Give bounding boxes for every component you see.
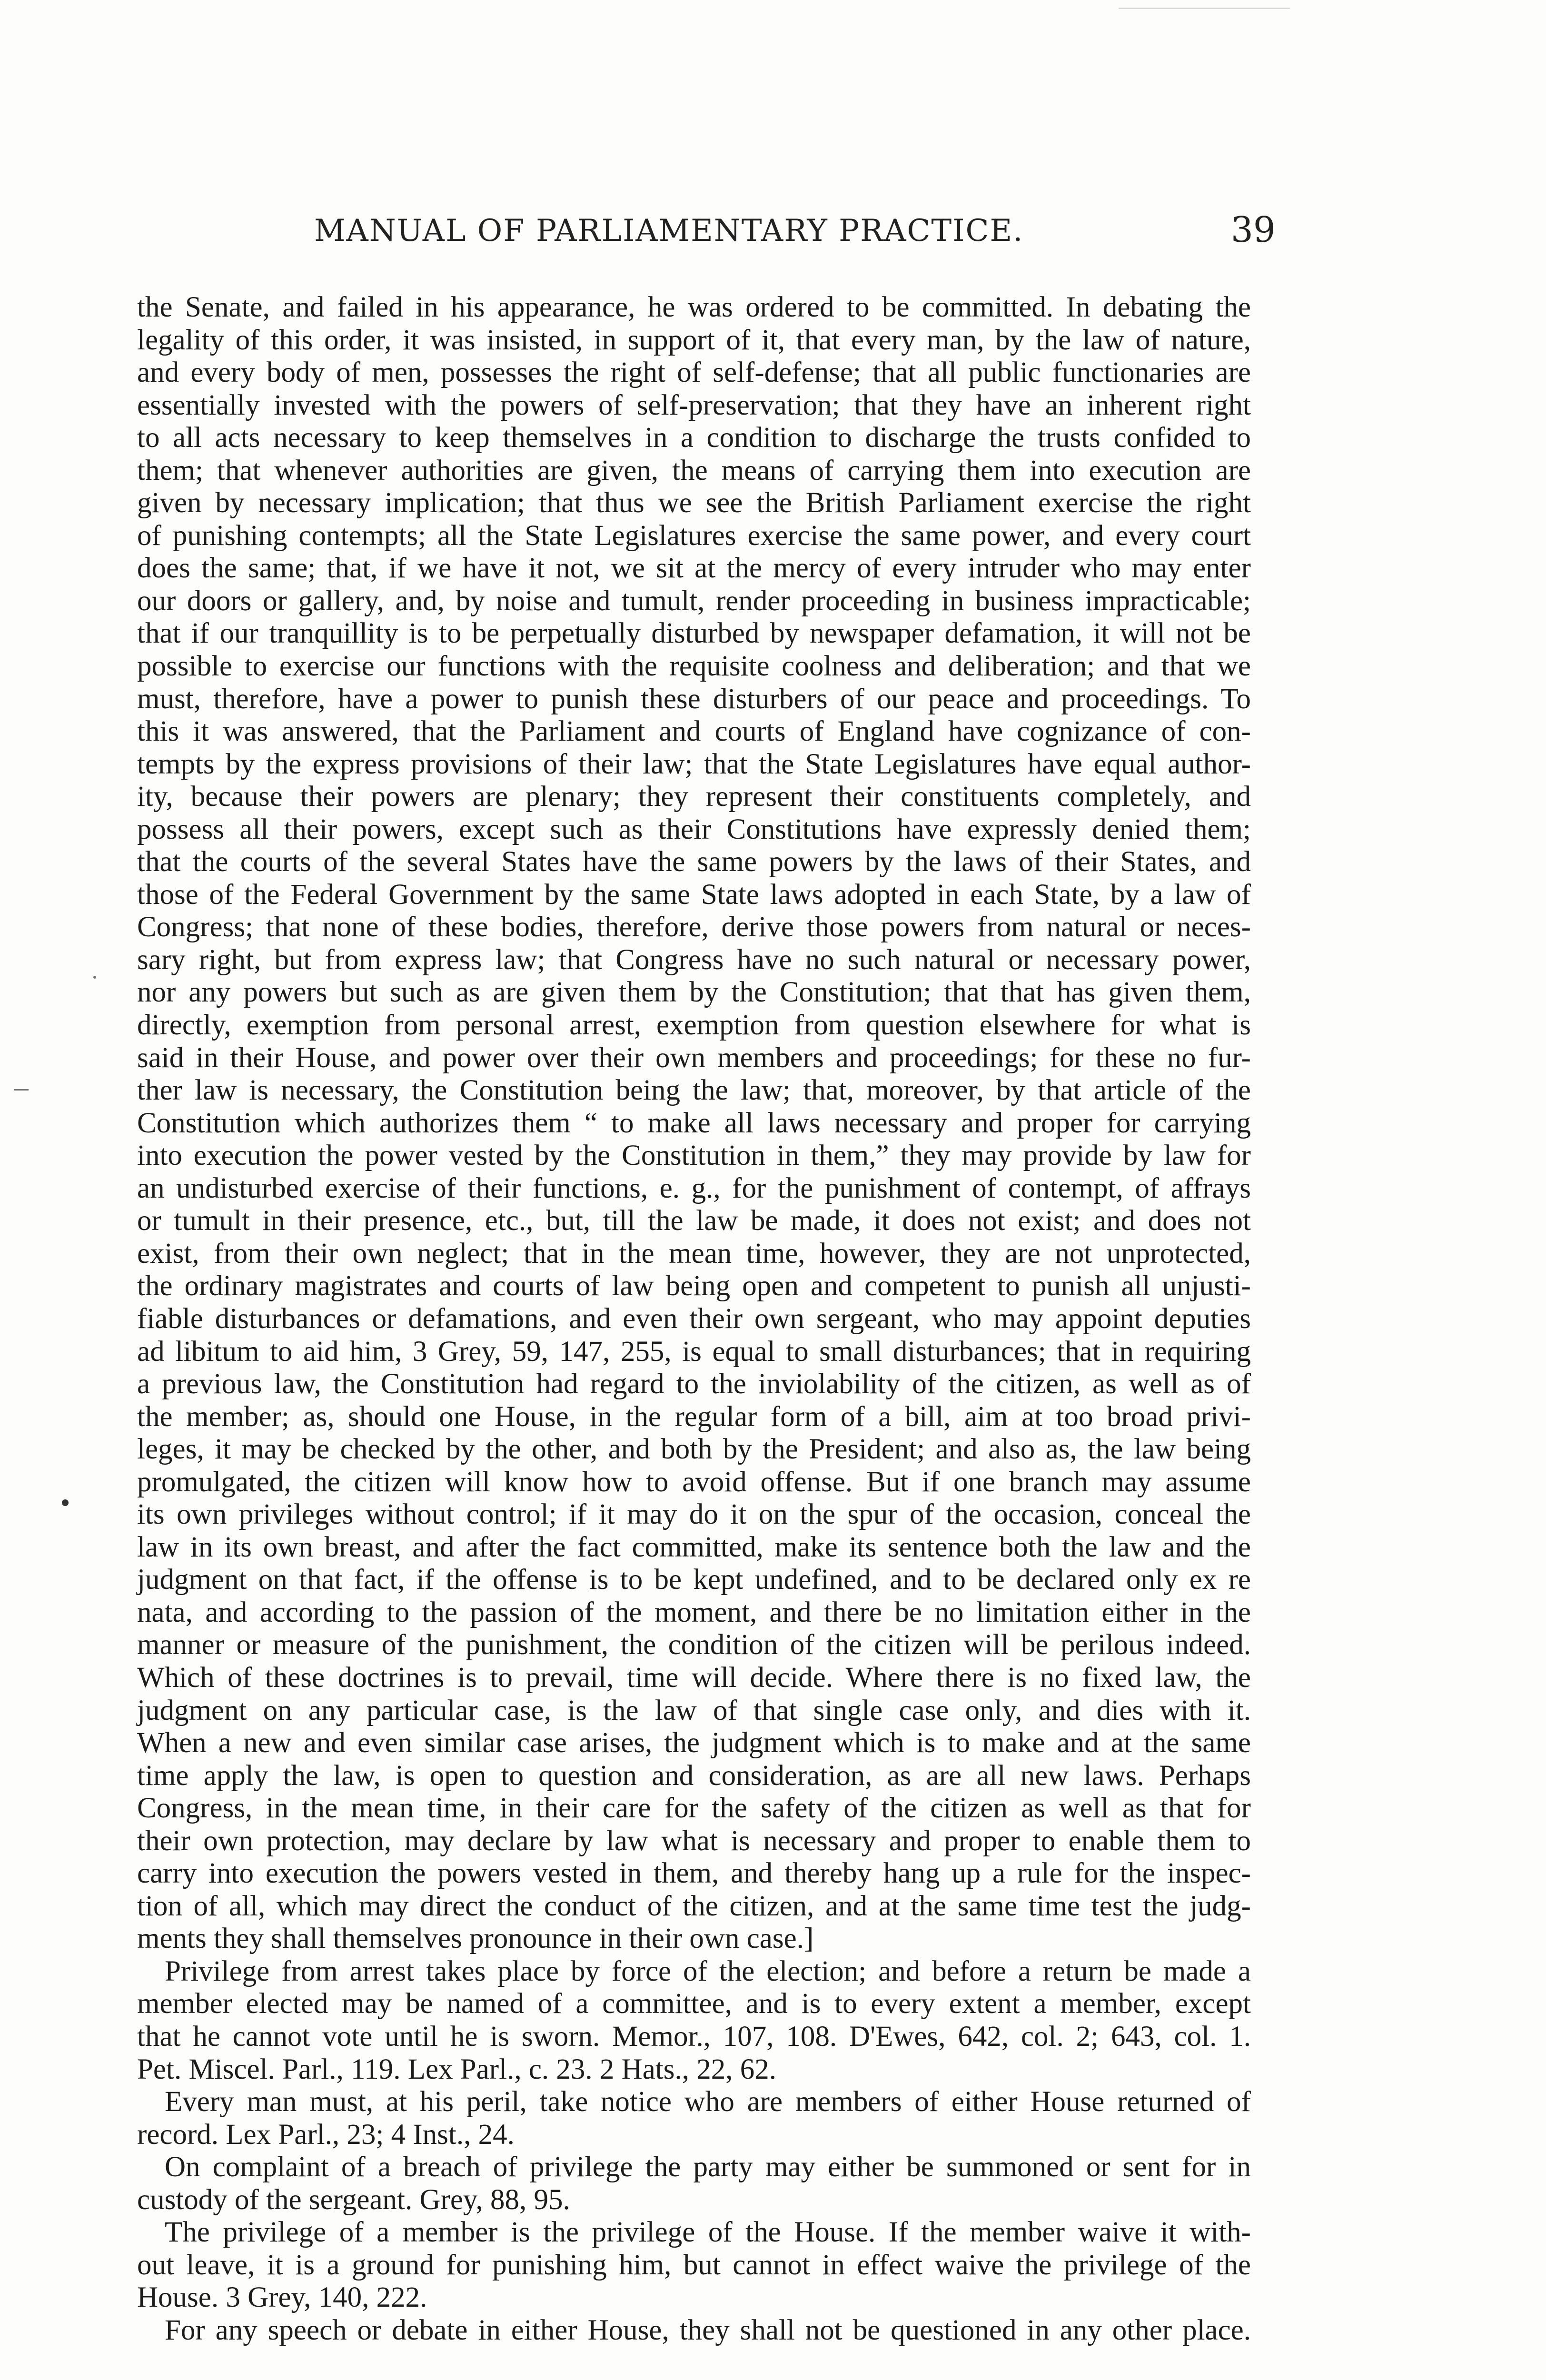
text-line: an undisturbed exercise of their functions, e. g., for the punishment of contempt, of affrays <box>137 1172 1251 1204</box>
text-line: exist, from their own neglect; that in the mean time, however, they are not unprotected, <box>137 1237 1251 1269</box>
paragraph-last-line: ments they shall themselves pronounce in their own case.] <box>137 1923 814 1955</box>
text-line: Congress; that none of these bodies, therefore, derive those powers from natural or neces- <box>137 911 1251 943</box>
text-line: their own protection, may declare by law what is necessary and proper to enable them to <box>137 1825 1251 1857</box>
text-line: our doors or gallery, and, by noise and tumult, render proceeding in business impracticable; <box>137 585 1251 617</box>
scan-edge-mark <box>1119 8 1290 9</box>
paragraph-last-line: record. Lex Parl., 23; 4 Inst., 24. <box>137 2118 515 2151</box>
text-line: or tumult in their presence, etc., but, till the law be made, it does not exist; and does not <box>137 1205 1251 1237</box>
paragraph-first-line: Privilege from arrest takes place by force of the election; and before a return be made a <box>165 1955 1251 1987</box>
text-line: this it was answered, that the Parliament and courts of England have cognizance of con- <box>137 715 1251 748</box>
text-line: law in its own breast, and after the fact committed, make its sentence both the law and the <box>137 1531 1251 1563</box>
paragraph-first-line: On complaint of a breach of privilege the party may either be summoned or sent for in <box>165 2151 1251 2183</box>
text-line: time apply the law, is open to question and consideration, as are all new laws. Perhaps <box>137 1759 1251 1792</box>
text-line: its own privileges without control; if it may do it on the spur of the occasion, conceal the <box>137 1498 1251 1531</box>
text-line: Congress, in the mean time, in their care for the safety of the citizen as well as that for <box>137 1792 1251 1825</box>
text-line: carry into execution the powers vested in them, and thereby hang up a rule for the inspec- <box>137 1857 1251 1890</box>
text-line: out leave, it is a ground for punishing him, but cannot in effect waive the privilege of the <box>137 2249 1251 2281</box>
text-line: judgment on any particular case, is the law of that single case only, and dies with it. <box>137 1694 1251 1726</box>
paragraph-first-line: Every man must, at his peril, take notice who are members of either House returned of <box>165 2086 1251 2118</box>
running-title: MANUAL OF PARLIAMENTARY PRACTICE. <box>314 213 1024 248</box>
margin-dot <box>93 976 96 979</box>
paragraph-first-line: The privilege of a member is the privilege of the House. If the member waive it with- <box>165 2216 1251 2249</box>
text-line: of punishing contempts; all the State Legislatures exercise the same power, and every court <box>137 519 1251 552</box>
text-line: them; that whenever authorities are given, the means of carrying them into execution are <box>137 454 1251 486</box>
margin-dash <box>14 1089 29 1091</box>
paragraph-last-line: Pet. Miscel. Parl., 119. Lex Parl., c. 23. 2 Hats., 22, 62. <box>137 2053 776 2085</box>
text-line: the member; as, should one House, in the regular form of a bill, aim at too broad privi- <box>137 1400 1251 1433</box>
text-line: nata, and according to the passion of the moment, and there be no limitation either in the <box>137 1596 1251 1628</box>
text-line: leges, it may be checked by the other, and both by the President; and also as, the law being <box>137 1433 1251 1466</box>
text-line: member elected may be named of a committee, and is to every extent a member, except <box>137 1988 1251 2020</box>
page-number: 39 <box>1230 209 1276 250</box>
text-line: manner or measure of the punishment, the condition of the citizen will be perilous indeed. <box>137 1629 1251 1661</box>
text-line: and every body of men, possesses the right of self-defense; that all public functionaries are <box>137 357 1251 389</box>
page-header <box>143 209 1276 262</box>
text-line: legality of this order, it was insisted, in support of it, that every man, by the law of nature, <box>137 324 1251 356</box>
text-line: possess all their powers, except such as their Constitutions have expressly denied them; <box>137 813 1251 845</box>
text-line: must, therefore, have a power to punish these disturbers of our peace and proceedings. To <box>137 683 1251 715</box>
text-line: tempts by the express provisions of their law; that the State Legislatures have equal author- <box>137 748 1251 780</box>
text-line: said in their House, and power over their own members and proceedings; for these no fur- <box>137 1041 1251 1074</box>
paragraph-first-line: For any speech or debate in either House, they shall not be questioned in any other place. <box>165 2314 1251 2346</box>
margin-dot <box>62 1499 69 1506</box>
text-line: does the same; that, if we have it not, we sit at the mercy of every intruder who may enter <box>137 552 1251 585</box>
text-line: the ordinary magistrates and courts of law being open and competent to punish all unjusti- <box>137 1270 1251 1302</box>
text-line: When a new and even similar case arises, the judgment which is to make and at the same <box>137 1727 1251 1759</box>
text-line: given by necessary implication; that thus we see the British Parliament exercise the right <box>137 487 1251 519</box>
text-line: promulgated, the citizen will know how to avoid offense. But if one branch may assume <box>137 1466 1251 1498</box>
text-line: that the courts of the several States have the same powers by the laws of their States, and <box>137 846 1251 878</box>
text-line: Which of these doctrines is to prevail, time will decide. Where there is no fixed law, the <box>137 1661 1251 1694</box>
text-line: ad libitum to aid him, 3 Grey, 59, 147, 255, is equal to small disturbances; that in requiring <box>137 1335 1251 1368</box>
text-line: those of the Federal Government by the same State laws adopted in each State, by a law of <box>137 878 1251 911</box>
text-line: sary right, but from express law; that Congress have no such natural or necessary power, <box>137 943 1251 976</box>
text-line: Constitution which authorizes them “ to make all laws necessary and proper for carrying <box>137 1107 1251 1139</box>
text-line: directly, exemption from personal arrest, exemption from question elsewhere for what is <box>137 1009 1251 1041</box>
text-line: ity, because their powers are plenary; they represent their constituents completely, and <box>137 781 1251 813</box>
text-line: judgment on that fact, if the offense is to be kept undefined, and to be declared only ex re <box>137 1564 1251 1596</box>
paragraph-last-line: custody of the sergeant. Grey, 88, 95. <box>137 2183 570 2216</box>
text-line: a previous law, the Constitution had regard to the inviolability of the citizen, as well as of <box>137 1368 1251 1400</box>
text-line: to all acts necessary to keep themselves in a condition to discharge the trusts confided to <box>137 422 1251 454</box>
text-line: nor any powers but such as are given them by the Constitution; that that has given them, <box>137 976 1251 1009</box>
text-line: possible to exercise our functions with the requisite coolness and deliberation; and that we <box>137 650 1251 683</box>
paragraph-last-line: House. 3 Grey, 140, 222. <box>137 2281 427 2314</box>
text-line: fiable disturbances or defamations, and even their own sergeant, who may appoint deputies <box>137 1302 1251 1335</box>
text-line: ther law is necessary, the Constitution being the law; that, moreover, by that article of the <box>137 1074 1251 1107</box>
text-line: that he cannot vote until he is sworn. Memor., 107, 108. D'Ewes, 642, col. 2; 643, col. 1. <box>137 2020 1251 2053</box>
text-line: into execution the power vested by the Constitution in them,” they may provide by law for <box>137 1140 1251 1172</box>
text-line: the Senate, and failed in his appearance, he was ordered to be committed. In debating the <box>137 291 1251 323</box>
body-text <box>137 291 1251 2347</box>
text-line: essentially invested with the powers of self-preservation; that they have an inherent right <box>137 389 1251 421</box>
text-line: tion of all, which may direct the conduct of the citizen, and at the same time test the judg- <box>137 1890 1251 1922</box>
text-line: that if our tranquillity is to be perpetually disturbed by newspaper defamation, it will not be <box>137 617 1251 650</box>
